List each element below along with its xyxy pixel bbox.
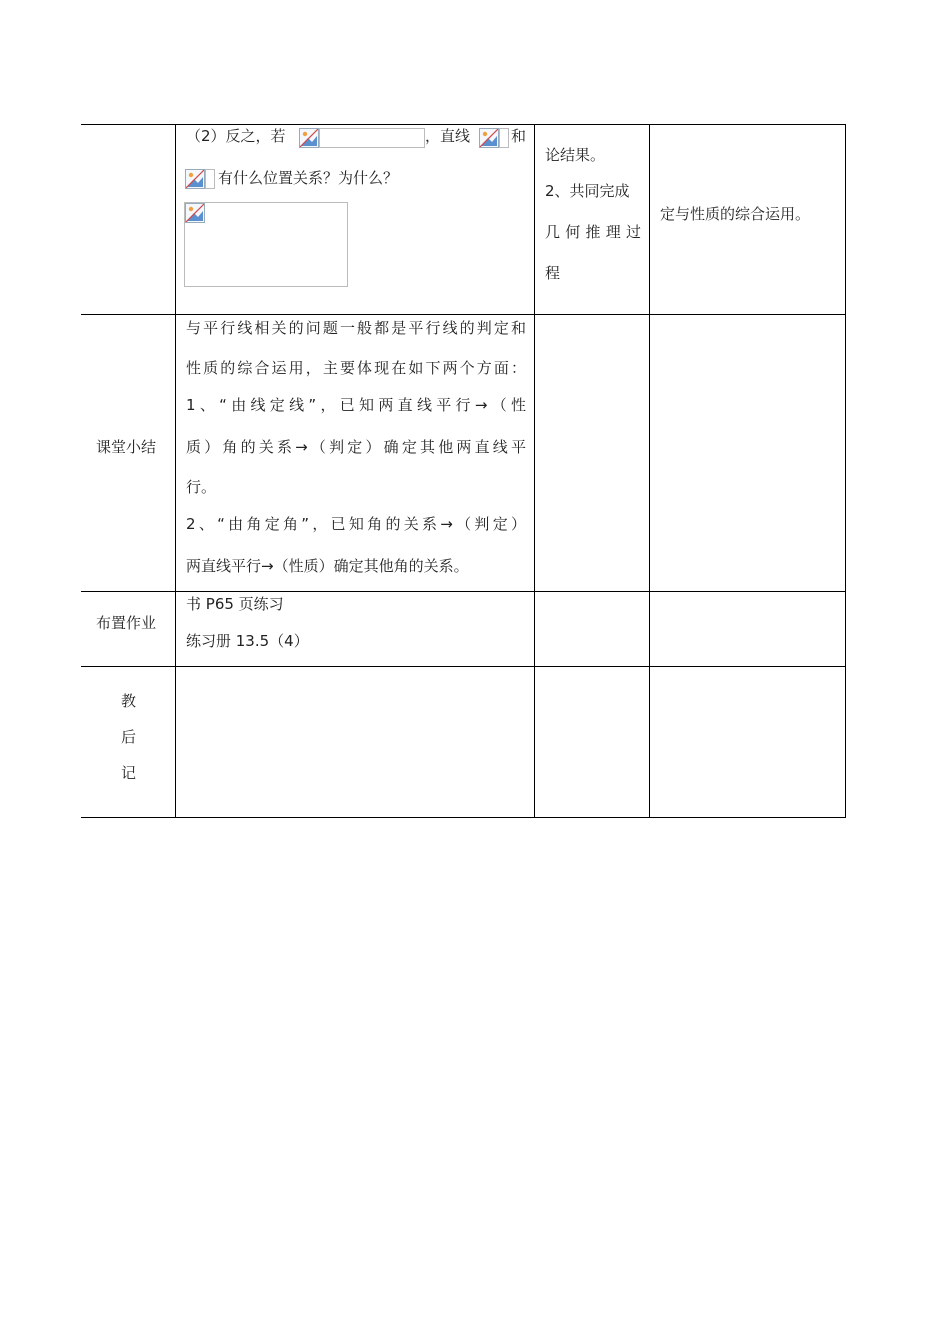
- image-placeholder-box: [319, 128, 425, 148]
- question-text-part1: （2）反之，若: [186, 127, 286, 145]
- table-border-right: [845, 124, 846, 818]
- summary-line: 1、“由线定线”，已知两直线平行→（性: [186, 396, 526, 414]
- broken-image-icon: [185, 203, 205, 223]
- broken-image-icon: [299, 128, 319, 148]
- summary-line: 与平行线相关的问题一般都是平行线的判定和: [186, 319, 526, 337]
- design-intent-text: 定与性质的综合运用。: [660, 205, 811, 223]
- row-label-reflection-char: 后: [121, 728, 137, 746]
- homework-line: 练习册 13.5（4）: [186, 632, 309, 650]
- table-row-divider: [81, 666, 846, 667]
- table-row-divider: [81, 314, 846, 315]
- table-column-divider: [175, 124, 176, 818]
- image-placeholder-box: [499, 128, 509, 148]
- activity-line: 几何推理过: [545, 223, 641, 241]
- image-placeholder-box: [205, 169, 215, 189]
- broken-image-icon: [479, 128, 499, 148]
- row-label-summary: 课堂小结: [96, 438, 157, 456]
- table-border-bottom: [81, 817, 846, 818]
- summary-line: 性质的综合运用，主要体现在如下两个方面：: [186, 359, 526, 377]
- table-column-divider: [534, 124, 535, 818]
- question-text-part2: ，直线: [425, 127, 471, 145]
- summary-line: 行。: [186, 478, 217, 496]
- summary-line: 质）角的关系→（判定）确定其他两直线平: [186, 438, 526, 456]
- summary-line: 两直线平行→（性质）确定其他角的关系。: [186, 557, 469, 575]
- broken-image-icon: [185, 169, 205, 189]
- summary-line: 2、“由角定角”，已知角的关系→（判定）: [186, 515, 526, 533]
- activity-line: 程: [545, 264, 561, 282]
- figure-placeholder: [184, 202, 348, 287]
- table-row-divider: [81, 591, 846, 592]
- activity-line: 2、共同完成: [545, 182, 630, 200]
- table-border-top: [81, 124, 846, 125]
- question-text-part4: 有什么位置关系？为什么？: [218, 169, 399, 187]
- row-label-reflection-char: 教: [121, 692, 137, 710]
- question-text-part3: 和: [511, 127, 527, 145]
- homework-line: 书 P65 页练习: [186, 595, 284, 613]
- table-column-divider: [649, 124, 650, 818]
- activity-line: 论结果。: [545, 146, 606, 164]
- row-label-homework: 布置作业: [96, 614, 157, 632]
- row-label-reflection-char: 记: [121, 764, 137, 782]
